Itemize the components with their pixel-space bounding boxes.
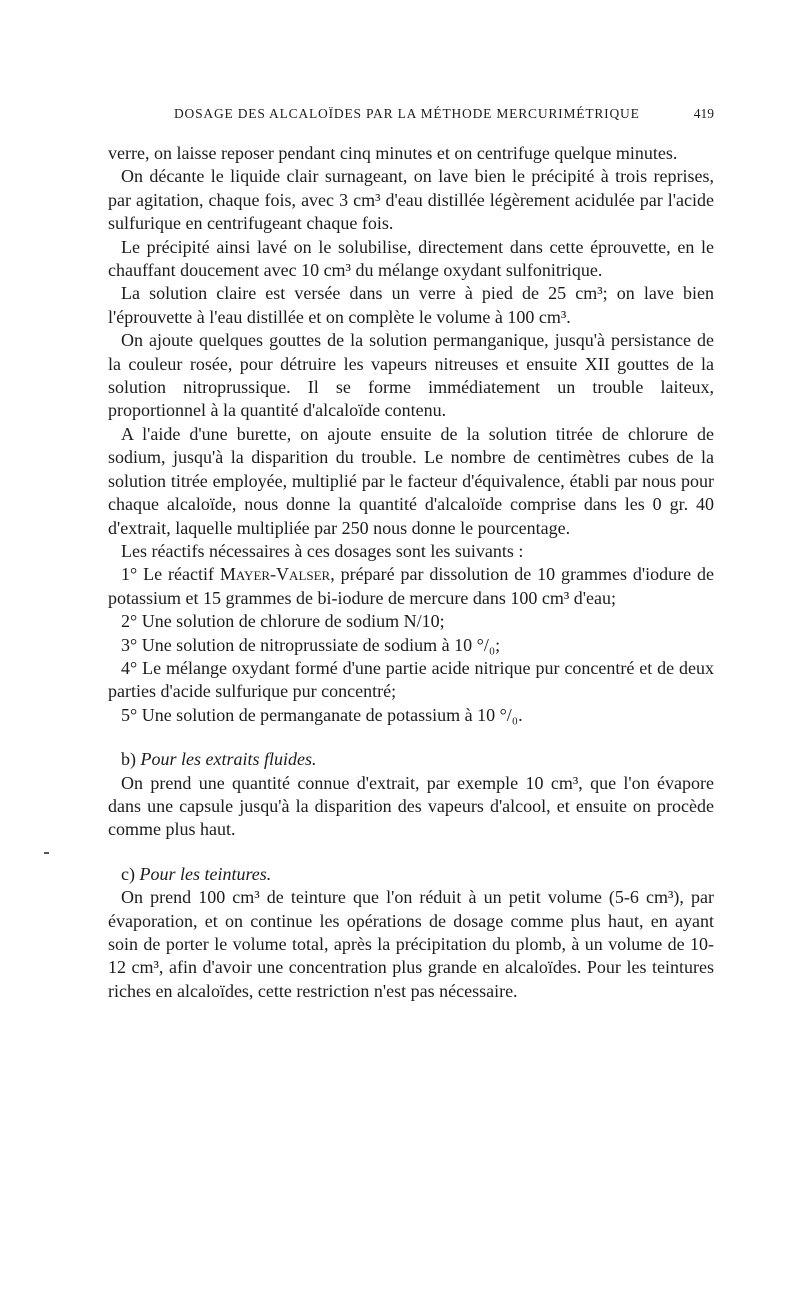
paragraph-continuation: verre, on laisse reposer pendant cinq minutes et on centrifuge quelque minutes. <box>108 143 678 163</box>
reagent-item-4: 4° Le mélange oxydant formé d'une partie acide nitrique pur concentré et de deux parties d'acide sulfurique pur concentré; <box>108 657 714 702</box>
section-b-letter: b) <box>121 749 136 770</box>
paragraph-titration: A l'aide d'une burette, on ajoute ensuite de la solution titrée de chlorure de sodium, jusqu'à la disparition du trouble. Le nombre de centimètres cubes de la solution titrée employée, multiplié par le facteur d'équivalence, établi par nous pour chaque alcaloïde, nous donne la quantité d'alcaloïde comprise dans les 0 gr. 40 d'extrait, laquelle multipliée par 250 nous donne le pourcentage. <box>108 423 714 538</box>
reagent-name-mayer-valser: Mayer-Valser <box>219 564 331 585</box>
paragraph-solubilisation: Le précipité ainsi lavé on le solubilise, directement dans cette éprouvette, en le chauffant doucement avec 10 cm³ du mélange oxydant sulfonitrique. <box>108 236 714 281</box>
section-c-letter: c) <box>121 863 135 884</box>
section-b-heading <box>108 748 714 771</box>
page-body <box>108 142 714 1003</box>
margin-mark <box>44 852 49 854</box>
page-header <box>108 106 714 126</box>
reagent-item-1 <box>108 563 714 610</box>
section-c-text: On prend 100 cm³ de teinture que l'on réduit à un petit volume (5-6 cm³), par évaporation, et on continue les opérations de dosage comme plus haut, en ayant soin de porter le volume total, après la précipitation du plomb, à un volume de 10-12 cm³, afin d'avoir une concentration plus grande en alcaloïdes. Pour les teintures riches en alcaloïdes, cette restriction n'est pas nécessaire. <box>108 887 714 1001</box>
running-title: DOSAGE DES ALCALOÏDES PAR LA MÉTHODE MERCURIMÉTRIQUE <box>174 106 640 121</box>
section-c-heading <box>108 863 714 886</box>
paragraph-decantation: On décante le liquide clair surnageant, on lave bien le précipité à trois reprises, par agitation, chaque fois, avec 3 cm³ d'eau distillée légèrement acidulée par l'acide sulfurique en centrifugeant chaque fois. <box>108 166 714 234</box>
reagent-item-1-before: Le réactif <box>143 564 214 585</box>
section-c-title: Pour les teintures. <box>139 863 272 884</box>
section-b-title: Pour les extraits fluides. <box>140 749 317 770</box>
reagent-item-3: 3° Une solution de nitroprussiate de sodium à 10 °/₀; <box>121 634 501 655</box>
reagent-item-5: 5° Une solution de permanganate de potassium à 10 °/₀. <box>121 704 523 725</box>
reagent-item-2: 2° Une solution de chlorure de sodium N/10; <box>121 611 445 632</box>
section-b-text: On prend une quantité connue d'extrait, par exemple 10 cm³, que l'on évapore dans une capsule jusqu'à la disparition des vapeurs d'alcool, et ensuite on procède comme plus haut. <box>108 772 714 840</box>
reagent-item-1-after: , préparé par dissolution de 10 grammes d'iodure de potassium et 15 grammes de bi-iodure de mercure dans 100 cm³ d'eau; <box>108 564 715 608</box>
paragraph-reagents-intro: Les réactifs nécessaires à ces dosages sont les suivants : <box>121 540 524 561</box>
reagent-item-1-number: 1° <box>121 564 138 585</box>
page-number: 419 <box>693 106 714 121</box>
paragraph-permanganate: On ajoute quelques gouttes de la solution permanganique, jusqu'à persistance de la couleur rosée, pour détruire les vapeurs nitreuses et ensuite XII gouttes de la solution nitroprussique. Il se forme immédiatement un trouble laiteux, proportionnel à la quantité d'alcaloïde contenu. <box>108 330 714 421</box>
paragraph-transfer: La solution claire est versée dans un verre à pied de 25 cm³; on lave bien l'éprouvette à l'eau distillée et on complète le volume à 100 cm³. <box>108 283 714 327</box>
